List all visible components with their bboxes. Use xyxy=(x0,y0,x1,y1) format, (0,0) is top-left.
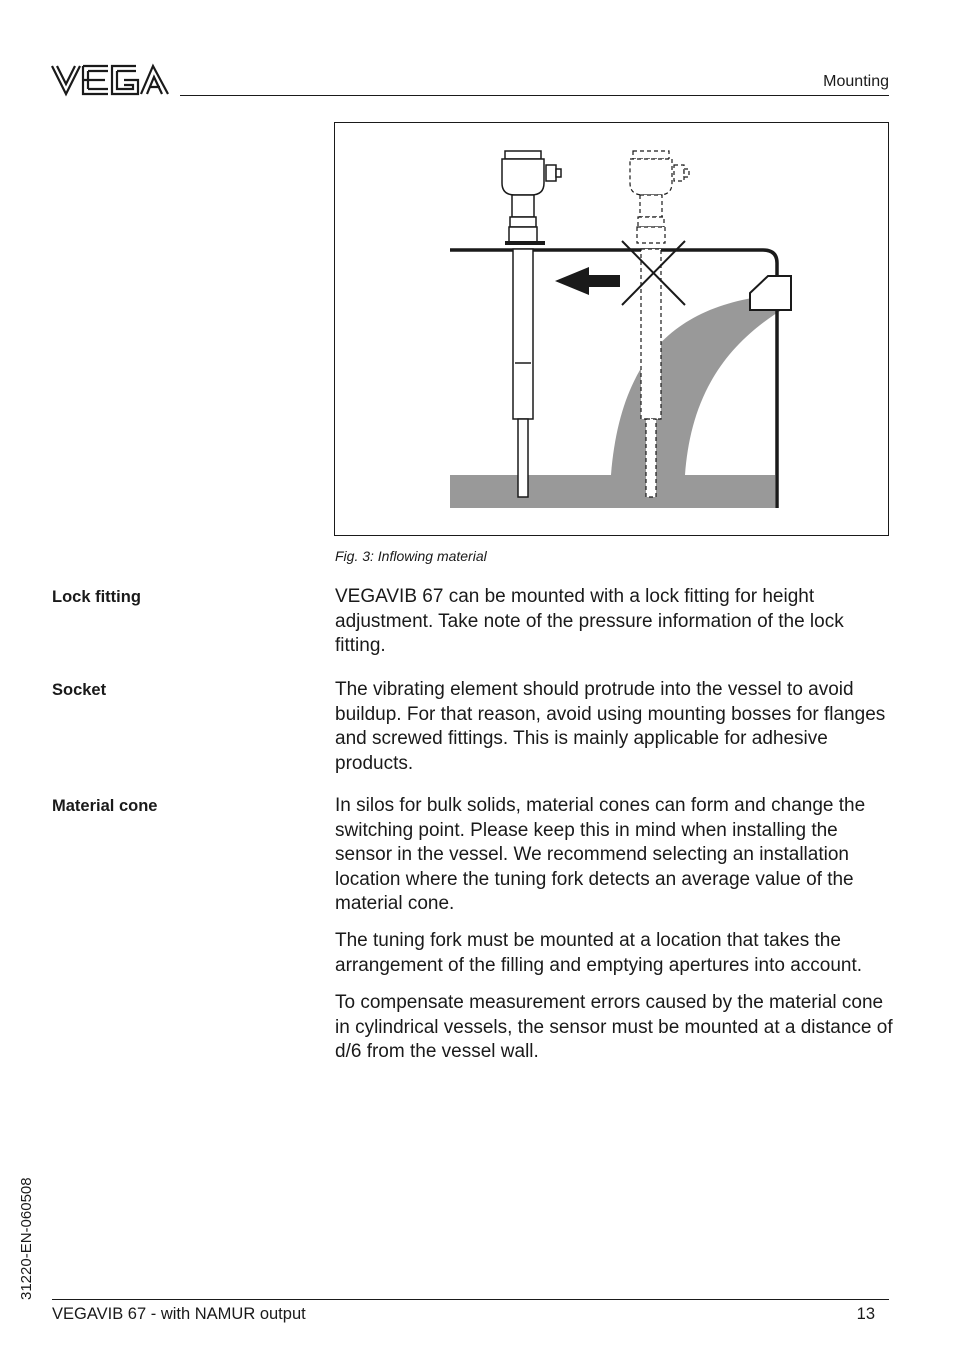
material-bed xyxy=(450,475,775,508)
footer-title: VEGAVIB 67 - with NAMUR output xyxy=(52,1305,306,1323)
label-socket: Socket xyxy=(52,681,107,699)
figure-inflowing-material xyxy=(334,122,889,536)
material-stream xyxy=(611,298,790,475)
page-number: 13 xyxy=(856,1305,875,1323)
label-lock-fitting: Lock fitting xyxy=(52,588,141,606)
paragraph-material-cone-2: The tuning fork must be mounted at a location that takes the arrangement of the filling and emptying apertures into account. xyxy=(335,930,863,976)
paragraph-material-cone-3: To compensate measurement errors caused by the material cone in cylindrical vessels, the sensor must be mounted at a distance of d/6 from the vessel wall. xyxy=(335,992,893,1062)
document-code: 31220-EN-060508 xyxy=(18,1177,35,1300)
inlet-chute xyxy=(750,276,791,310)
figure-caption: Fig. 3: Inflowing material xyxy=(335,548,487,564)
paragraph-socket: The vibrating element should protrude into the vessel to avoid buildup. For that reason, avoid using mounting bosses for flanges and screwed fittings. This is mainly applicable for adhesive products. xyxy=(335,679,886,774)
vega-logo xyxy=(50,62,170,98)
sensor-correct xyxy=(502,151,561,497)
paragraph-material-cone-1: In silos for bulk solids, material cones can form and change the switching point. Please keep this in mind when installing the sensor in the vessel. We recommend selecting an installation location where the tuning fork detects an average value of the material cone. xyxy=(335,795,866,914)
label-material-cone: Material cone xyxy=(52,797,158,815)
arrow-left-icon xyxy=(555,267,620,295)
vessel-diagram xyxy=(335,123,888,535)
header-rule xyxy=(180,95,889,96)
section-title: Mounting xyxy=(823,73,889,90)
footer-rule xyxy=(52,1299,889,1300)
paragraph-lock-fitting: VEGAVIB 67 can be mounted with a lock fitting for height adjustment. Take note of the pressure information of the lock fitting. xyxy=(335,586,844,656)
